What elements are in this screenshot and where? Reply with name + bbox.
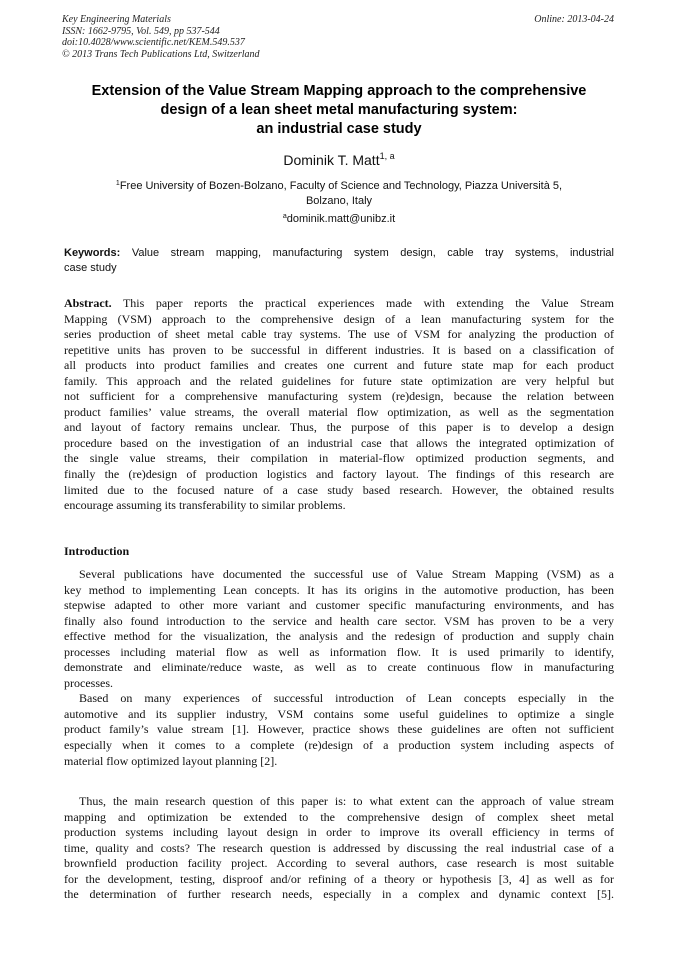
- journal-header: [62, 14, 462, 60]
- author-name: Dominik T. Matt: [283, 152, 380, 168]
- email-address[interactable]: dominik.matt@unibz.it: [286, 213, 396, 225]
- abstract-line: the single value streams, their compilation in material-flow optimized production segments, and: [64, 451, 614, 466]
- keywords-text: case study: [64, 261, 117, 274]
- author-superscript: 1, a: [379, 151, 395, 161]
- intro-line: mapping and optimization be extended to the comprehensive design of complex sheet metal: [64, 809, 614, 824]
- abstract-line: and layout of factory remains unclear. Thus, the purpose of this paper is to develop a design: [64, 420, 614, 435]
- introduction-body: [64, 567, 614, 769]
- intro-line: for the development, testing, disproof and/or refining of a theory or hypothesis [3, 4] as well as for: [64, 871, 614, 886]
- abstract-line: family. This approach and the related guidelines for future state optimization are very helpful but: [64, 373, 614, 388]
- intro-line: processes.: [64, 675, 113, 690]
- intro-line: Based on many experiences of successful introduction of Lean concepts especially in the: [79, 691, 614, 706]
- keywords-text: Value stream mapping, manufacturing system design, cable tray systems, industrial: [131, 247, 614, 259]
- abstract-line: repetitive units has proven to be successful in different industries. It is based on a classification of: [64, 342, 614, 357]
- affiliation-superscript: 1: [115, 180, 120, 187]
- journal-name: Key Engineering Materials: [62, 14, 171, 25]
- intro-line: Thus, the main research question of this paper is: to what extent can the approach of value stream: [79, 794, 614, 808]
- abstract-line: encourage assuming its transferability to similar problems.: [64, 498, 346, 513]
- intro-line: material flow optimized layout planning [2].: [64, 753, 278, 768]
- intro-line: production systems including layout design in order to improve its overall efficiency in terms of: [64, 825, 614, 840]
- keywords-label: Keywords:: [64, 247, 121, 259]
- abstract-line: all products into product families and creates one current and future state map for each product: [64, 358, 614, 373]
- intro-line: especially when it comes to a complete (re)design of a production system including aspects of: [64, 738, 614, 753]
- title-line: an industrial case study: [256, 121, 422, 137]
- title-line: Extension of the Value Stream Mapping approach to the comprehensive: [91, 83, 587, 99]
- section-heading: Introduction: [64, 544, 130, 558]
- paper-title: [50, 82, 628, 139]
- intro-line: automotive and its supplier industry, VSM contains some useful guidelines to optimize a single: [64, 706, 614, 721]
- abstract-line: not sufficient for a comprehensive manufacturing system (re)design, because the relation between: [64, 389, 614, 404]
- copyright-line: © 2013 Trans Tech Publications Ltd, Switzerland: [62, 48, 260, 60]
- intro-line: the determination of further research needs, especially in a complex and dynamic context [5].: [64, 887, 614, 902]
- intro-line: time, quality and costs? The research question is addressed by discussing the real industrial case of a: [64, 840, 614, 855]
- email-superscript: a: [282, 213, 287, 220]
- author-email: [0, 212, 678, 226]
- online-date: Online: 2013-04-24: [534, 14, 614, 25]
- abstract-line: Mapping (VSM) approach to the comprehensive design of a lean manufacturing system for the: [64, 311, 614, 326]
- affiliation: [60, 179, 618, 208]
- abstract: [64, 296, 614, 514]
- intro-line: Several publications have documented the successful use of Value Stream Mapping (VSM) as a: [79, 567, 614, 581]
- affiliation-line: Bolzano, Italy: [305, 194, 373, 207]
- abstract-label: Abstract.: [64, 296, 112, 310]
- title-line: design of a lean sheet metal manufacturing system:: [160, 102, 518, 118]
- intro-line: brownfield production facility project. According to several authors, case research is most suitable: [64, 856, 614, 871]
- introduction-body-continued: [64, 794, 614, 903]
- keywords-block: [64, 246, 614, 275]
- author-line: [0, 151, 678, 169]
- abstract-line: series production of sheet metal cable tray systems. The use of VSM for analyzing the production of: [64, 327, 614, 342]
- abstract-line: finally the (re)design of production logistics and factory layout. The findings of this research are: [64, 467, 614, 482]
- abstract-line: procedure based on the investigation of an industrial case that allows the integrated optimization of: [64, 435, 614, 450]
- intro-line: product family’s value stream [1]. However, practice shows these guidelines are often not sufficient: [64, 722, 614, 737]
- abstract-line: limited due to the focused nature of a case study based research. However, the obtained results: [64, 482, 614, 497]
- doi-line[interactable]: doi:10.4028/www.scientific.net/KEM.549.537: [62, 37, 245, 48]
- issn-line: ISSN: 1662-9795, Vol. 549, pp 537-544: [62, 25, 220, 37]
- intro-line: stepwise adapted to other more variant and customer specific manufacturing environments, and has: [64, 598, 614, 613]
- intro-line: processes including material flow as well as information flow. It is used primarily to identify,: [64, 644, 614, 659]
- abstract-line: product families’ value streams, the overall material flow optimization, as well as the segmentation: [64, 404, 614, 419]
- intro-line: key method to implementing Lean concepts. It has its origins in the automotive production, has been: [64, 582, 614, 597]
- affiliation-line: Free University of Bozen-Bolzano, Faculty of Science and Technology, Piazza Università 5,: [119, 180, 563, 192]
- intro-line: finally also found introduction to the service and health care sector. VSM has proven to be a very: [64, 613, 614, 628]
- abstract-line: This paper reports the practical experiences made with extending the Value Stream: [122, 296, 614, 310]
- intro-line: effective method for the visualization, the analysis and the redesign of production and supply chain: [64, 629, 614, 644]
- intro-line: demonstrate and eliminate/reduce waste, as well as to create continuous flow in manufacturing: [64, 660, 614, 675]
